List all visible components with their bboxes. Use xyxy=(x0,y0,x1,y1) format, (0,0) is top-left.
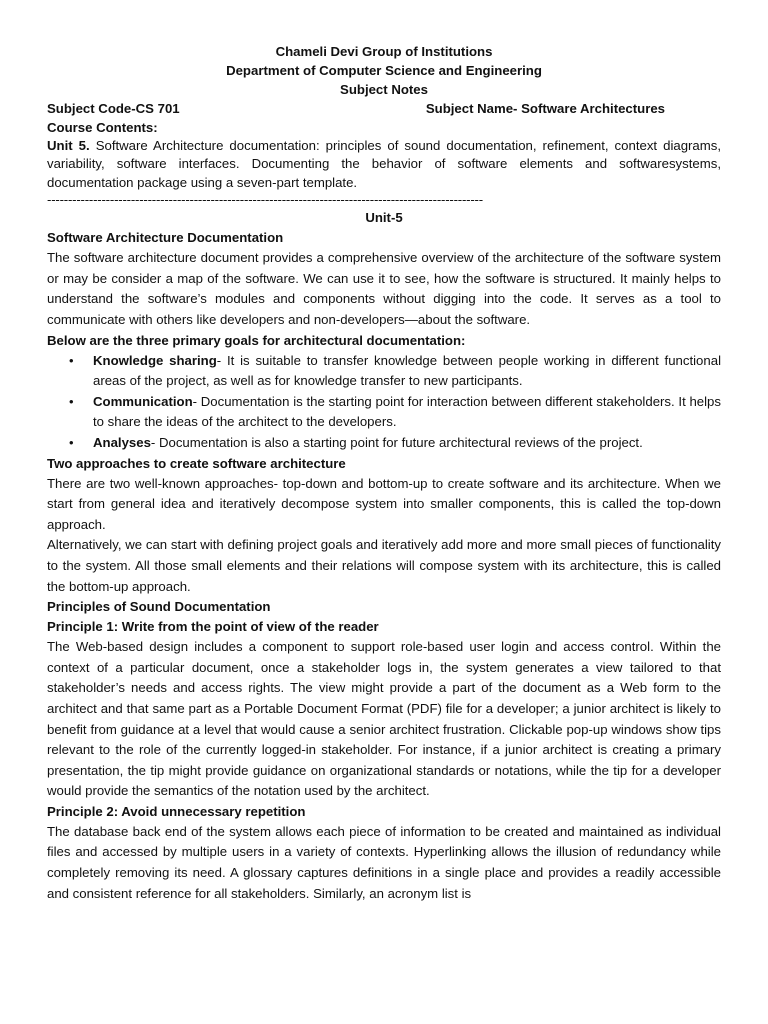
course-contents-label: Course Contents: xyxy=(47,120,158,135)
syllabus-unit-label: Unit 5. xyxy=(47,138,90,153)
principles-heading: Principles of Sound Documentation xyxy=(47,599,271,615)
principle-2-heading: Principle 2: Avoid unnecessary repetition xyxy=(47,803,306,819)
goal-term: Analyses xyxy=(93,434,151,450)
goal-text: - Documentation is the starting point for interaction between different stakeholders. It helps to share the ideas of the architect to the developers. xyxy=(93,393,721,430)
goal-term: Knowledge sharing xyxy=(93,352,217,368)
list-item xyxy=(47,433,721,454)
goal-term: Communication xyxy=(93,393,193,409)
list-item xyxy=(47,351,721,392)
sad-heading: Software Architecture Documentation xyxy=(47,230,284,246)
bullet-icon: • xyxy=(69,434,74,450)
institution-title: Chameli Devi Group of Institutions xyxy=(275,44,493,59)
unit-title: Unit-5 xyxy=(365,210,403,226)
department-title: Department of Computer Science and Engineering xyxy=(226,63,542,78)
approaches-paragraph-2: Alternatively, we can start with defining project goals and iteratively add more and more small pieces of functionality to the system. All those small elements and their relations will compose system with its architecture, this is called the bottom-up approach. xyxy=(47,537,721,594)
approaches-paragraph-1: There are two well-known approaches- top-down and bottom-up to create software and its architecture. When we start from general idea and iteratively decompose system into smaller components, this is called the top-down approach. xyxy=(47,475,721,532)
subject-code: Subject Code-CS 701 xyxy=(47,101,180,116)
principle-2-paragraph: The database back end of the system allows each piece of information to be created and maintained as individual files and accessed by multiple users in a variety of contexts. Hyperlinking allows the illusion of redundancy while completely removing its need. A glossary captures definitions in a single place and provides a readily accessible and consistent reference for all stakeholders. Similarly, an acronym list is xyxy=(47,823,721,901)
goal-text: - Documentation is also a starting point for future architectural reviews of the project. xyxy=(150,434,643,450)
sad-paragraph: The software architecture document provides a comprehensive overview of the architecture of the software system or may be consider a map of the software. We can use it to see, how the software is structured. It mainly helps to understand the software’s modules and components without digging into the code. It serves as a tool to communicate with others like developers and non-developers—about the software. xyxy=(47,250,721,327)
principle-1-heading: Principle 1: Write from the point of view of the reader xyxy=(47,619,379,635)
syllabus-text: Software Architecture documentation: principles of sound documentation, refinement, context diagrams, variability, software interfaces. Documenting the behavior of software elements and softwaresystems, documentation package using a seven-part template. xyxy=(47,138,722,190)
bullet-icon: • xyxy=(69,352,74,368)
syllabus-paragraph xyxy=(47,137,721,192)
goal-text: - It is suitable to transfer knowledge between people working in different functional areas of the project, as well as for knowledge transfer to new participants. xyxy=(93,352,721,389)
subject-row xyxy=(47,99,721,118)
bullet-icon: • xyxy=(69,393,74,409)
goals-list xyxy=(47,351,721,454)
notes-title: Subject Notes xyxy=(340,82,428,97)
goals-heading: Below are the three primary goals for architectural documentation: xyxy=(47,332,466,348)
approaches-heading: Two approaches to create software architecture xyxy=(47,455,346,471)
list-item xyxy=(47,392,721,433)
separator-line: -------------------------------------------------------------------------------------------------------- xyxy=(47,192,483,208)
principle-1-paragraph: The Web-based design includes a component to support role-based user login and access control. Within the context of a particular document, once a stakeholder logs in, the system generates a view tailored to that stakeholder’s needs and access rights. The view might provide a part of the document as a Web form to the architect and that same part as a Portable Document Format (PDF) file for a developer; a junior architect is likely to benefit from guidance at a level that would cause a senior architect frustration. Clickable pop-up windows show tips relevant to the role of the currently logged-in stakeholder. For instance, if a junior architect is creating a primary presentation, the tip might provide guidance on organizational standards or notations, while the tip for a developer would provide the semantics of the notation used by the architect. xyxy=(47,639,721,799)
subject-name: Subject Name- Software Architectures xyxy=(425,101,665,116)
